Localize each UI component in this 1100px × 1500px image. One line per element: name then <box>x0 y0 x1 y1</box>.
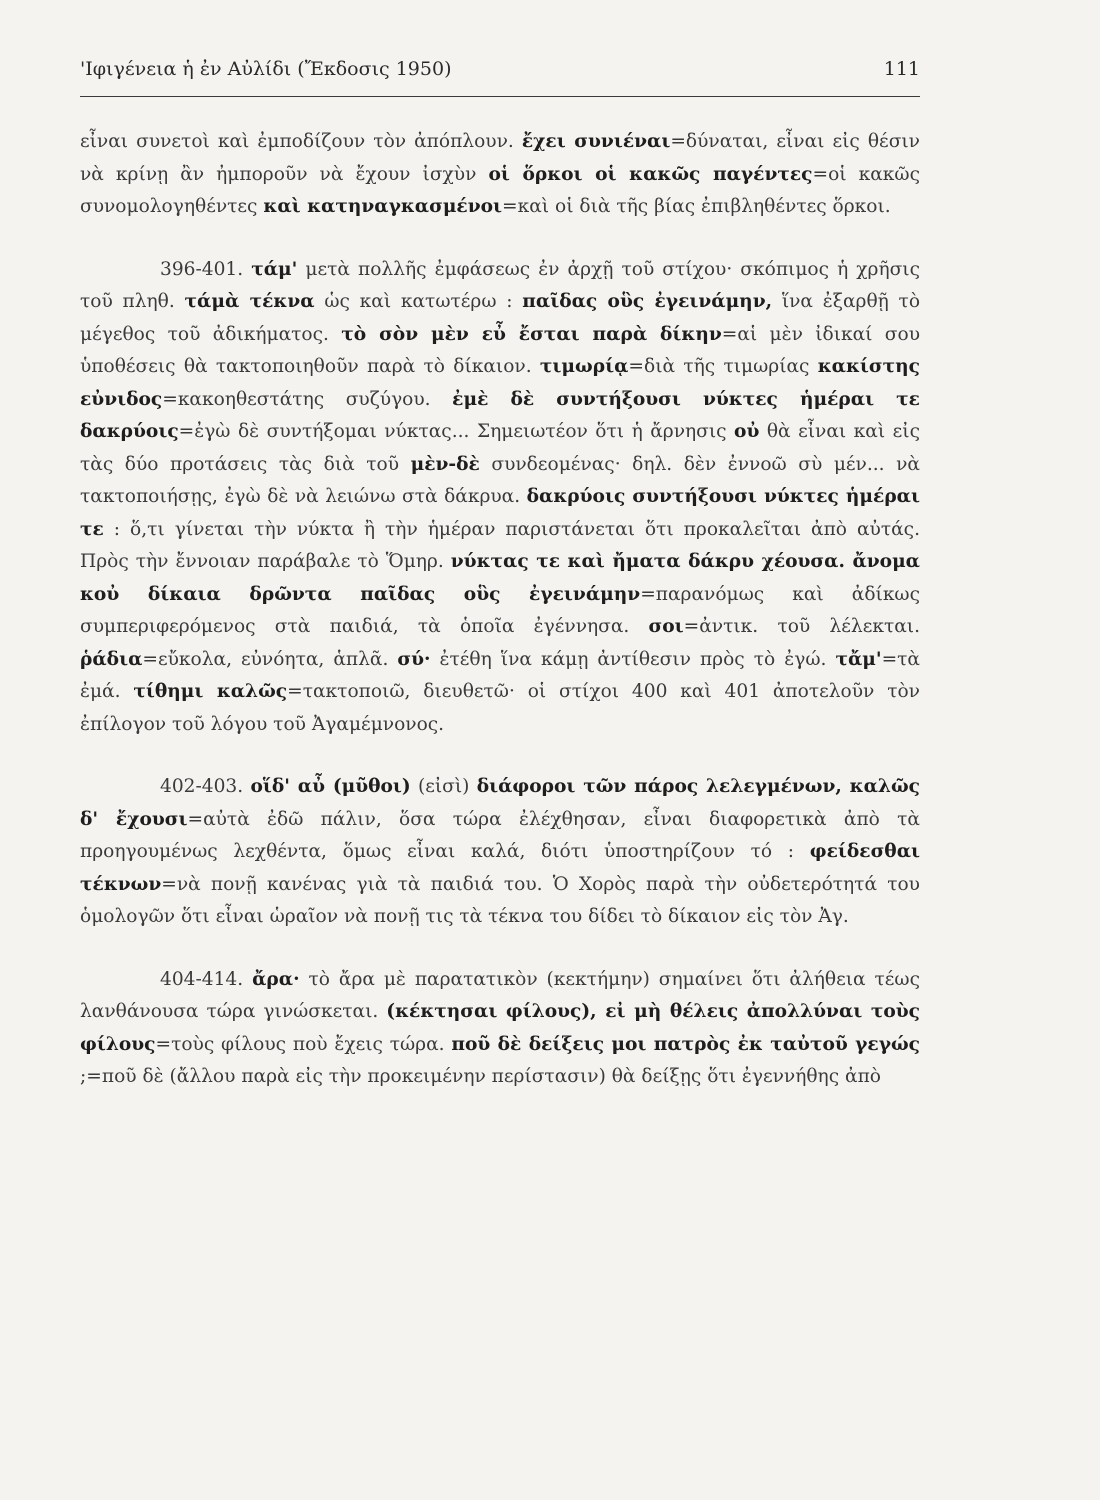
gloss-text: θὰ εἶναι καὶ εἰς τὰς δύο προτάσεις τὰς διὰ τοῦ <box>80 421 920 475</box>
gloss-text: ἐτέθη ἵνα κάμῃ ἀντίθεσιν πρὸς τὸ ἐγώ. <box>430 648 836 670</box>
lemma-bold: οὐ <box>734 421 760 442</box>
gloss-text: =παρανόμως καὶ ἀδίκως συμπεριφερόμενος στὰ παιδιά, τὰ ὁποῖα ἐγέννησα. <box>80 583 921 637</box>
gloss-text: =τοὺς φίλους ποὺ ἔχεις τώρα. <box>155 1033 452 1055</box>
gloss-text: =ἐγὼ δὲ συντήξομαι νύκτας... Σημειωτέον ὅτι ἡ ἄρνησις <box>178 421 735 442</box>
commentary-paragraph <box>80 254 920 742</box>
gloss-text: εἶναι συνετοὶ καὶ ἐμποδίζουν τὸν ἀπόπλουν. <box>80 131 522 152</box>
lemma-bold: τάμ' <box>251 258 298 280</box>
gloss-text: (εἰσὶ) <box>410 776 477 797</box>
header-rule <box>80 96 920 97</box>
lemma-bold: κακίστης εὐνιδος <box>80 356 920 410</box>
lemma-bold: παῖδας οὓς ἐγεινάμην, <box>522 291 773 312</box>
lemma-bold: μὲν-δὲ <box>410 453 480 475</box>
lemma-bold: δακρύοις συντήξουσι νύκτες ἡμέραι τε <box>80 486 920 540</box>
gloss-text: =ἀντικ. τοῦ λέλεκται. <box>683 616 920 637</box>
lemma-bold: τίθημι καλῶς <box>133 681 288 702</box>
gloss-text: : ὅ,τι γίνεται τὴν νύκτα ἢ τὴν ἡμέραν παριστάνεται ὅτι προκαλεῖται ἀπὸ αὐτάς. Πρὸς τὴν ἔννοιαν παράβαλε τὸ Ὅμηρ. <box>80 518 920 572</box>
lemma-bold: τιμωρίᾳ <box>539 356 629 377</box>
gloss-text: τὸ ἄρα μὲ παρατατικὸν (κεκτήμην) σημαίνει ὅτι ἀλήθεια τέως λανθάνουσα τώρα γινώσκεται. <box>80 968 920 1022</box>
lemma-bold: καὶ κατηναγκασμένοι <box>263 196 503 217</box>
gloss-text: ;=ποῦ δὲ (ἄλλου παρὰ εἰς τὴν προκειμένην περίστασιν) θὰ δείξῃς ὅτι ἐγεννήθης ἀπὸ <box>80 1066 881 1087</box>
gloss-text: ἵνα ἐξαρθῇ τὸ μέγεθος τοῦ ἀδικήματος. <box>80 291 921 345</box>
commentary-paragraph <box>80 964 920 1094</box>
gloss-text: 396-401. <box>160 258 252 280</box>
gloss-text: =αἱ μὲν ἰδικαί σου ὑποθέσεις θὰ τακτοποιηθοῦν παρὰ τὸ δίκαιον. <box>80 323 920 377</box>
gloss-text: 402-403. <box>160 776 251 797</box>
gloss-text: =νὰ πονῇ κανένας γιὰ τὰ παιδιά του. Ὁ Χορὸς παρὰ τὴν οὐδετερότητά του ὁμολογῶν ὅτι εἶναι ὡραῖον νὰ πονῇ τις τὰ τέκνα του δίδει τὸ δίκαιον εἰς τὸν Ἀγ. <box>80 873 920 927</box>
gloss-text: =τακτοποιῶ, διευθετῶ· οἱ στίχοι 400 καὶ 401 ἀποτελοῦν τὸν ἐπίλογον τοῦ λόγου τοῦ Ἀγαμέμνονος. <box>80 681 920 735</box>
lemma-bold: σοι <box>648 616 684 637</box>
gloss-text: =κακοηθεστάτης συζύγου. <box>162 388 453 410</box>
lemma-bold: νύκτας τε καὶ ἤματα δάκρυ χέουσα. ἄνομα κοὐ δίκαια δρῶντα παῖδας οὓς ἐγεινάμην <box>80 551 920 605</box>
lemma-bold: ῥάδια <box>80 648 143 670</box>
lemma-bold: ποῦ δὲ δείξεις μοι πατρὸς ἐκ ταὐτοῦ γεγώς <box>451 1033 920 1055</box>
gloss-text: =αὐτὰ ἐδῶ πάλιν, ὅσα τώρα ἐλέχθησαν, εἶναι διαφορετικὰ ἀπὸ τὰ προηγουμένως λεχθέντα, ὅμως εἶναι καλά, διότι ὑποστηρίζουν τό : <box>80 808 920 862</box>
gloss-text: =διὰ τῆς τιμωρίας <box>628 356 818 377</box>
commentary-paragraph <box>80 771 920 934</box>
gloss-text: =καὶ οἱ διὰ τῆς βίας ἐπιβληθέντες ὅρκοι. <box>502 196 891 217</box>
running-title: 'Ιφιγένεια ἡ ἐν Αὐλίδι (Ἔκδοσις 1950) <box>80 58 452 80</box>
gloss-text: 404-414. <box>160 968 253 990</box>
gloss-text: μετὰ πολλῆς ἐμφάσεως ἐν ἀρχῇ τοῦ στίχου· σκόπιμος ἡ χρῆσις τοῦ πληθ. <box>80 258 920 312</box>
running-header <box>80 58 920 80</box>
lemma-bold: σύ· <box>397 648 431 670</box>
gloss-text: =οἱ κακῶς συνομολογηθέντες <box>80 163 920 217</box>
lemma-bold: οἱ ὅρκοι οἱ κακῶς παγέντες <box>488 163 813 185</box>
lemma-bold: ἔχει συνιέναι <box>521 131 671 152</box>
page-number: 111 <box>883 58 920 80</box>
gloss-text: =εὔκολα, εὐνόητα, ἁπλᾶ. <box>142 648 398 670</box>
gloss-text: =δύναται, εἶναι εἰς θέσιν νὰ κρίνῃ ἂν ἠμποροῦν νὰ ἔχουν ἰσχὺν <box>80 131 920 185</box>
lemma-bold: τὸ σὸν μὲν εὖ ἔσται παρὰ δίκην <box>341 323 722 345</box>
lemma-bold: (κέκτησαι φίλους), εἰ μὴ θέλεις ἀπολλύναι τοὺς φίλους <box>80 1001 920 1055</box>
gloss-text: συνδεομένας· δηλ. δὲν ἐννοῶ σὺ μέν... νὰ τακτοποιήσῃς, ἐγὼ δὲ νὰ λειώνω στὰ δάκρυα. <box>80 453 920 507</box>
commentary-body <box>80 126 920 1124</box>
lemma-bold: οἵδ' αὖ (μῦθοι) <box>250 776 411 797</box>
lemma-bold: ἐμὲ δὲ συντήξουσι νύκτες ἡμέραι τε δακρύοις <box>80 388 920 442</box>
lemma-bold: διάφοροι τῶν πάρος λελεγμένων, καλῶς δ' ἔχουσι <box>80 776 920 830</box>
lemma-bold: τάμὰ τέκνα <box>184 291 315 312</box>
gloss-text: ὡς καὶ κατωτέρω : <box>314 291 523 312</box>
lemma-bold: φείδεσθαι τέκνων <box>80 841 920 895</box>
lemma-bold: τἄμ' <box>835 648 882 670</box>
lemma-bold: ἄρα· <box>252 968 300 990</box>
commentary-paragraph <box>80 126 920 224</box>
gloss-text: =τὰ ἐμά. <box>80 648 920 702</box>
